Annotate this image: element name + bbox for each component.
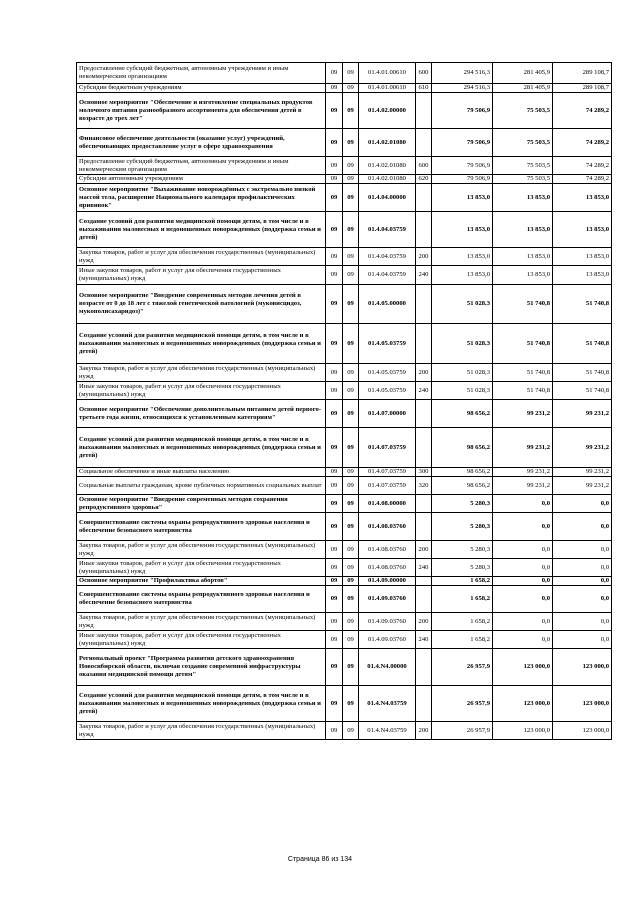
row-amount-1: 13 853,0 [432,212,493,248]
row-expense-type [416,495,432,513]
row-amount-1: 1 658,2 [432,577,493,586]
row-expense-type [416,400,432,428]
table-row [77,285,612,324]
row-target-article: 01.4.05.03759 [359,382,416,400]
row-expense-type: 200 [416,364,432,382]
row-target-article: 01.4.02.01080 [359,175,416,184]
row-subsection: 09 [343,266,359,285]
row-amount-1: 13 853,0 [432,248,493,266]
row-subsection: 09 [343,686,359,722]
row-amount-3: 99 231,2 [553,468,612,477]
table-row [77,495,612,513]
row-amount-3: 0,0 [553,541,612,559]
row-amount-1: 294 516,3 [432,84,493,93]
row-name: Создание условий для развития медицинской помощи детям, в том числе и в выхаживании маловесных и недоношенных новорожденных (поддержка семьи и детей) [77,428,326,468]
row-name: Предоставление субсидий бюджетным, автономным учреждениям и иным некоммерческим организациям [77,63,326,84]
table-row [77,400,612,428]
row-name: Закупка товаров, работ и услуг для обеспечения государственных (муниципальных) нужд [77,541,326,559]
row-amount-2: 99 231,2 [493,428,553,468]
table-row [77,559,612,577]
row-target-article: 01.4.N4.00000 [359,649,416,686]
table-row [77,175,612,184]
row-amount-1: 98 656,2 [432,400,493,428]
row-amount-1: 13 853,0 [432,184,493,212]
row-amount-2: 75 503,5 [493,175,553,184]
row-amount-1: 79 506,9 [432,157,493,175]
row-amount-2: 51 740,8 [493,364,553,382]
row-amount-2: 51 740,8 [493,285,553,324]
table-row [77,631,612,649]
row-target-article: 01.4.05.03759 [359,364,416,382]
table-row [77,577,612,586]
row-name: Закупка товаров, работ и услуг для обеспечения государственных (муниципальных) нужд [77,613,326,631]
row-amount-3: 51 740,8 [553,324,612,364]
row-amount-2: 13 853,0 [493,266,553,285]
row-amount-3: 51 740,8 [553,285,612,324]
row-amount-2: 99 231,2 [493,400,553,428]
row-subsection: 09 [343,400,359,428]
row-name: Основное мероприятие "Внедрение современных методов сохранения репродуктивного здоровья" [77,495,326,513]
row-section: 09 [326,613,343,631]
row-amount-2: 13 853,0 [493,184,553,212]
row-subsection: 09 [343,428,359,468]
row-expense-type: 240 [416,631,432,649]
row-section: 09 [326,686,343,722]
row-expense-type: 600 [416,63,432,84]
row-section: 09 [326,559,343,577]
row-subsection: 09 [343,285,359,324]
row-name: Финансовое обеспечение деятельности (оказание услуг) учреждений, обеспечивающих предоставление услуг в сфере здравоохранения [77,129,326,157]
row-amount-3: 74 289,2 [553,157,612,175]
row-amount-3: 99 231,2 [553,477,612,495]
row-expense-type [416,129,432,157]
row-target-article: 01.4.04.03759 [359,212,416,248]
row-target-article: 01.4.09.03760 [359,613,416,631]
row-amount-3: 13 853,0 [553,248,612,266]
table-row [77,129,612,157]
row-expense-type [416,285,432,324]
table-row [77,84,612,93]
row-target-article: 01.4.N4.03759 [359,686,416,722]
row-amount-3: 13 853,0 [553,266,612,285]
row-amount-3: 123 000,0 [553,686,612,722]
row-amount-1: 1 658,2 [432,586,493,613]
row-amount-2: 75 503,5 [493,157,553,175]
row-target-article: 01.4.05.03759 [359,324,416,364]
row-amount-3: 74 289,2 [553,93,612,129]
table-body [77,63,612,740]
row-name: Предоставление субсидий бюджетным, автономным учреждениям и иным некоммерческим организациям [77,157,326,175]
row-amount-3: 289 108,7 [553,63,612,84]
row-amount-1: 5 280,3 [432,495,493,513]
row-subsection: 09 [343,382,359,400]
row-subsection: 09 [343,129,359,157]
row-amount-1: 51 028,3 [432,324,493,364]
row-expense-type [416,513,432,541]
row-amount-2: 123 000,0 [493,722,553,740]
row-name: Закупка товаров, работ и услуг для обеспечения государственных (муниципальных) нужд [77,248,326,266]
row-subsection: 09 [343,722,359,740]
row-amount-1: 5 280,3 [432,559,493,577]
row-expense-type [416,686,432,722]
row-expense-type [416,649,432,686]
row-target-article: 01.4.07.03759 [359,428,416,468]
row-section: 09 [326,541,343,559]
row-expense-type: 620 [416,175,432,184]
row-amount-2: 51 740,8 [493,324,553,364]
row-section: 09 [326,157,343,175]
row-name: Создание условий для развития медицинской помощи детям, в том числе и в выхаживании маловесных и недоношенных новорожденных (поддержка семьи и детей) [77,324,326,364]
row-expense-type [416,324,432,364]
page-footer: Страница 86 из 134 [287,856,353,863]
row-name: Социальные выплаты гражданам, кроме публичных нормативных социальных выплат [77,477,326,495]
row-subsection: 09 [343,577,359,586]
table-row [77,686,612,722]
row-subsection: 09 [343,175,359,184]
row-amount-3: 74 289,2 [553,175,612,184]
row-name: Иные закупки товаров, работ и услуг для обеспечения государственных (муниципальных) нужд [77,559,326,577]
table-row [77,324,612,364]
row-expense-type [416,577,432,586]
row-section: 09 [326,513,343,541]
row-expense-type: 320 [416,477,432,495]
row-section: 09 [326,400,343,428]
row-subsection: 09 [343,248,359,266]
row-amount-3: 123 000,0 [553,649,612,686]
row-amount-1: 98 656,2 [432,477,493,495]
row-subsection: 09 [343,513,359,541]
row-name: Создание условий для развития медицинской помощи детям, в том числе и в выхаживании маловесных и недоношенных новорожденных (поддержка семьи и детей) [77,212,326,248]
row-expense-type: 240 [416,559,432,577]
row-amount-3: 51 740,8 [553,364,612,382]
table-row [77,613,612,631]
row-amount-2: 0,0 [493,513,553,541]
table-row [77,649,612,686]
row-amount-2: 0,0 [493,586,553,613]
row-subsection: 09 [343,324,359,364]
row-target-article: 01.4.08.03760 [359,559,416,577]
row-subsection: 09 [343,559,359,577]
table-row [77,382,612,400]
row-name: Региональный проект "Программа развития детского здравоохранения Новосибирской области, включая создание современной инфраструктуры оказания медицинской помощи детям" [77,649,326,686]
row-target-article: 01.4.02.00000 [359,93,416,129]
table-row [77,184,612,212]
row-target-article: 01.4.02.01080 [359,129,416,157]
row-expense-type: 600 [416,157,432,175]
row-subsection: 09 [343,541,359,559]
row-amount-3: 0,0 [553,613,612,631]
row-name: Основное мероприятие "Обеспечение и изготовление специальных продуктов молочного питания разнообразного ассортимента для обеспечения детей в возрасте до трех лет" [77,93,326,129]
row-amount-1: 5 280,3 [432,541,493,559]
row-amount-1: 26 957,9 [432,722,493,740]
row-amount-1: 294 516,3 [432,63,493,84]
row-section: 09 [326,428,343,468]
row-amount-1: 51 028,3 [432,285,493,324]
row-section: 09 [326,84,343,93]
row-amount-3: 0,0 [553,586,612,613]
row-section: 09 [326,212,343,248]
row-amount-3: 0,0 [553,577,612,586]
row-subsection: 09 [343,93,359,129]
row-target-article: 01.4.08.03760 [359,541,416,559]
table-row [77,541,612,559]
row-amount-2: 0,0 [493,577,553,586]
row-amount-2: 281 405,9 [493,63,553,84]
row-amount-1: 26 957,9 [432,686,493,722]
row-subsection: 09 [343,468,359,477]
budget-table [76,62,612,740]
row-subsection: 09 [343,495,359,513]
row-section: 09 [326,175,343,184]
row-subsection: 09 [343,477,359,495]
row-subsection: 09 [343,364,359,382]
row-target-article: 01.4.08.00000 [359,495,416,513]
row-section: 09 [326,285,343,324]
row-name: Основное мероприятие "Внедрение современных методов лечения детей в возрасте от 0 до 18 лет с тяжелой генетической патологией (муковисцидоз, мукополисахаридоз)" [77,285,326,324]
row-amount-1: 79 506,9 [432,93,493,129]
row-expense-type: 200 [416,248,432,266]
row-amount-3: 99 231,2 [553,428,612,468]
row-subsection: 09 [343,84,359,93]
row-target-article: 01.4.04.00000 [359,184,416,212]
table-row [77,586,612,613]
row-name: Закупка товаров, работ и услуг для обеспечения государственных (муниципальных) нужд [77,364,326,382]
row-amount-2: 51 740,8 [493,382,553,400]
row-amount-2: 75 503,5 [493,129,553,157]
row-amount-1: 26 957,9 [432,649,493,686]
row-section: 09 [326,577,343,586]
row-target-article: 01.4.09.03760 [359,586,416,613]
row-amount-2: 99 231,2 [493,477,553,495]
row-expense-type: 200 [416,722,432,740]
row-expense-type: 240 [416,266,432,285]
row-amount-2: 0,0 [493,495,553,513]
row-name: Совершенствование системы охраны репродуктивного здоровья населения и обеспечение безопасного материнства [77,513,326,541]
table-row [77,468,612,477]
row-section: 09 [326,468,343,477]
row-amount-3: 0,0 [553,513,612,541]
row-name: Закупка товаров, работ и услуг для обеспечения государственных (муниципальных) нужд [77,722,326,740]
row-name: Совершенствование системы охраны репродуктивного здоровья населения и обеспечение безопасного материнства [77,586,326,613]
table-row [77,212,612,248]
row-amount-1: 98 656,2 [432,428,493,468]
row-amount-2: 123 000,0 [493,686,553,722]
row-target-article: 01.4.07.00000 [359,400,416,428]
row-expense-type [416,212,432,248]
row-target-article: 01.4.01.00610 [359,84,416,93]
row-target-article: 01.4.08.03760 [359,513,416,541]
row-name: Субсидии автономным учреждениям [77,175,326,184]
row-target-article: 01.4.09.03760 [359,631,416,649]
row-amount-3: 13 853,0 [553,184,612,212]
row-target-article: 01.4.05.00000 [359,285,416,324]
row-target-article: 01.4.07.03759 [359,477,416,495]
row-amount-2: 0,0 [493,541,553,559]
row-amount-3: 13 853,0 [553,212,612,248]
table-row [77,93,612,129]
row-amount-3: 0,0 [553,559,612,577]
row-section: 09 [326,649,343,686]
row-amount-2: 13 853,0 [493,248,553,266]
row-name: Создание условий для развития медицинской помощи детям, в том числе и в выхаживании маловесных и недоношенных новорожденных (поддержка семьи и детей) [77,686,326,722]
row-name: Субсидии бюджетным учреждениям [77,84,326,93]
row-section: 09 [326,364,343,382]
row-name: Основное мероприятие "Выхаживание новорождённых с экстремально низкой массой тела, расширение Национального календаря профилактических прививок" [77,184,326,212]
row-section: 09 [326,495,343,513]
row-target-article: 01.4.04.03759 [359,248,416,266]
row-target-article: 01.4.01.00610 [359,63,416,84]
row-subsection: 09 [343,63,359,84]
row-expense-type: 300 [416,468,432,477]
table-row [77,266,612,285]
row-amount-2: 13 853,0 [493,212,553,248]
row-amount-1: 51 028,3 [432,364,493,382]
table-row [77,248,612,266]
table-row [77,477,612,495]
row-section: 09 [326,93,343,129]
row-amount-1: 5 280,3 [432,513,493,541]
row-subsection: 09 [343,212,359,248]
row-target-article: 01.4.02.01080 [359,157,416,175]
table-row [77,157,612,175]
row-amount-3: 74 289,2 [553,129,612,157]
row-amount-3: 123 000,0 [553,722,612,740]
row-amount-2: 0,0 [493,631,553,649]
table-row [77,722,612,740]
row-name: Основное мероприятие "Профилактика абортов" [77,577,326,586]
row-expense-type [416,184,432,212]
row-section: 09 [326,382,343,400]
row-amount-3: 289 108,7 [553,84,612,93]
row-amount-2: 0,0 [493,613,553,631]
row-expense-type [416,586,432,613]
row-amount-2: 123 000,0 [493,649,553,686]
table-row [77,364,612,382]
row-name: Социальное обеспечение и иные выплаты населению [77,468,326,477]
row-section: 09 [326,63,343,84]
row-amount-1: 13 853,0 [432,266,493,285]
row-amount-3: 0,0 [553,631,612,649]
row-name: Основное мероприятие "Обеспечение дополнительным питанием детей первого-третьего года жизни, относящихся к установленным категориям" [77,400,326,428]
row-section: 09 [326,248,343,266]
row-amount-1: 79 506,9 [432,175,493,184]
row-section: 09 [326,722,343,740]
row-amount-1: 1 658,2 [432,613,493,631]
row-amount-1: 98 656,2 [432,468,493,477]
row-target-article: 01.4.04.03759 [359,266,416,285]
table-row [77,513,612,541]
row-section: 09 [326,586,343,613]
table-row [77,428,612,468]
row-amount-1: 51 028,3 [432,382,493,400]
row-name: Иные закупки товаров, работ и услуг для обеспечения государственных (муниципальных) нужд [77,382,326,400]
row-amount-3: 99 231,2 [553,400,612,428]
row-subsection: 09 [343,586,359,613]
row-amount-3: 51 740,8 [553,382,612,400]
row-section: 09 [326,266,343,285]
row-amount-1: 1 658,2 [432,631,493,649]
row-expense-type: 200 [416,613,432,631]
row-section: 09 [326,129,343,157]
row-name: Иные закупки товаров, работ и услуг для обеспечения государственных (муниципальных) нужд [77,631,326,649]
row-expense-type: 240 [416,382,432,400]
row-expense-type: 610 [416,84,432,93]
row-name: Иные закупки товаров, работ и услуг для обеспечения государственных (муниципальных) нужд [77,266,326,285]
row-section: 09 [326,477,343,495]
row-expense-type [416,428,432,468]
row-target-article: 01.4.07.03759 [359,468,416,477]
row-section: 09 [326,631,343,649]
row-section: 09 [326,324,343,364]
row-expense-type [416,93,432,129]
row-target-article: 01.4.N4.03759 [359,722,416,740]
row-target-article: 01.4.09.00000 [359,577,416,586]
row-subsection: 09 [343,157,359,175]
row-amount-2: 281 405,9 [493,84,553,93]
row-amount-1: 79 506,9 [432,129,493,157]
row-amount-2: 75 503,5 [493,93,553,129]
row-amount-2: 99 231,2 [493,468,553,477]
row-subsection: 09 [343,613,359,631]
row-subsection: 09 [343,184,359,212]
row-amount-2: 0,0 [493,559,553,577]
row-subsection: 09 [343,631,359,649]
row-subsection: 09 [343,649,359,686]
row-section: 09 [326,184,343,212]
row-amount-3: 0,0 [553,495,612,513]
row-expense-type: 200 [416,541,432,559]
table-row [77,63,612,84]
